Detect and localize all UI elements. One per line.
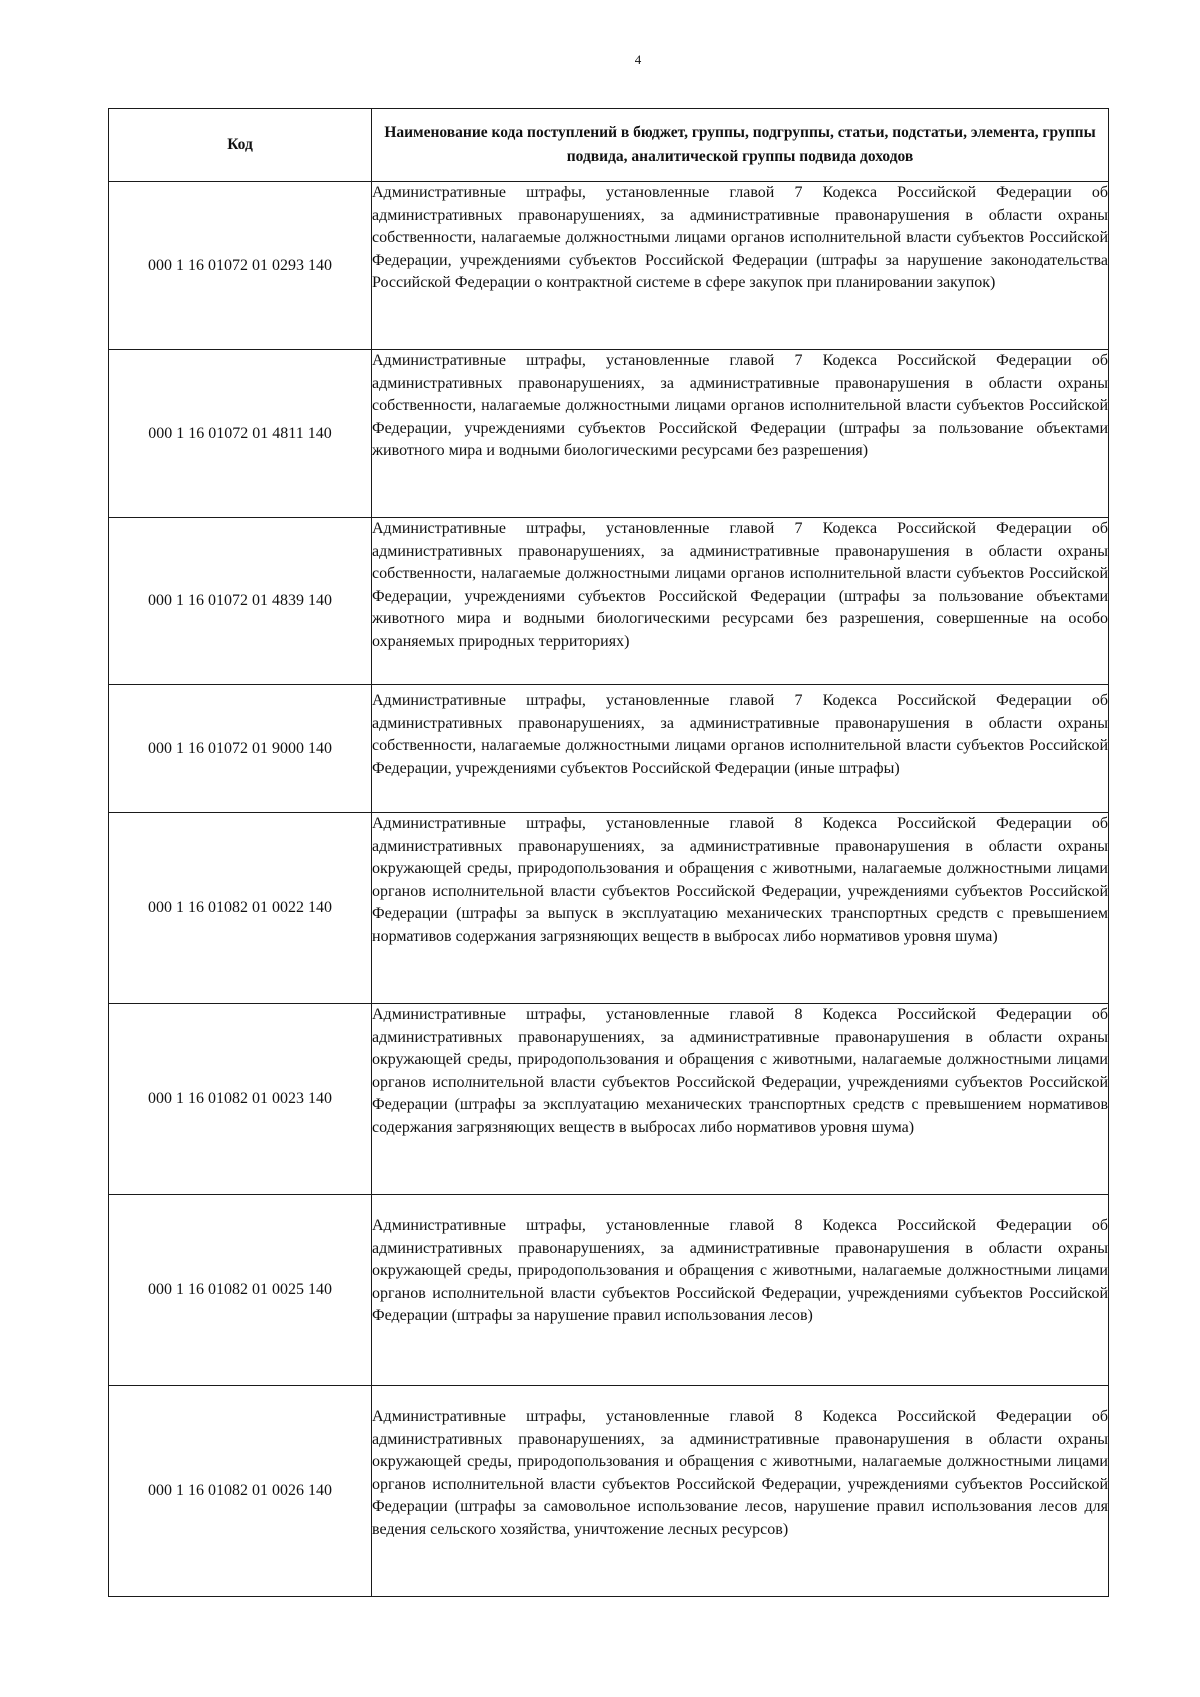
table-row <box>109 350 1109 518</box>
revenue-description-cell: Административные штрафы, установленные главой 7 Кодекса Российской Федерации об административных правонарушениях, за административные правонарушения в области охраны собственности, налагаемые должностными лицами органов исполнительной власти субъектов Российской Федерации, учреждениями субъектов Российской Федерации (иные штрафы) <box>372 685 1109 813</box>
header-code: Код <box>109 109 372 182</box>
revenue-code-cell: 000 1 16 01072 01 4839 140 <box>109 518 372 685</box>
revenue-description-cell: Административные штрафы, установленные главой 7 Кодекса Российской Федерации об административных правонарушениях, за административные правонарушения в области охраны собственности, налагаемые должностными лицами органов исполнительной власти субъектов Российской Федерации, учреждениями субъектов Российской Федерации (штрафы за пользование объектами животного мира и водными биологическими ресурсами без разрешения) <box>372 350 1109 518</box>
revenue-code-cell: 000 1 16 01072 01 9000 140 <box>109 685 372 813</box>
revenue-description-cell: Административные штрафы, установленные главой 8 Кодекса Российской Федерации об административных правонарушениях, за административные правонарушения в области охраны окружающей среды, природопользования и обращения с животными, налагаемые должностными лицами органов исполнительной власти субъектов Российской Федерации, учреждениями субъектов Российской Федерации (штрафы за эксплуатацию механических транспортных средств с превышением нормативов содержания загрязняющих веществ в выбросах либо нормативов уровня шума) <box>372 1004 1109 1195</box>
revenue-code-cell: 000 1 16 01072 01 0293 140 <box>109 182 372 350</box>
table-row <box>109 685 1109 813</box>
page-number: 4 <box>634 52 642 67</box>
table-row <box>109 1386 1109 1597</box>
table-row <box>109 1195 1109 1386</box>
table-row <box>109 182 1109 350</box>
revenue-description-cell: Административные штрафы, установленные главой 8 Кодекса Российской Федерации об административных правонарушениях, за административные правонарушения в области охраны окружающей среды, природопользования и обращения с животными, налагаемые должностными лицами органов исполнительной власти субъектов Российской Федерации, учреждениями субъектов Российской Федерации (штрафы за нарушение правил использования лесов) <box>372 1195 1109 1386</box>
table-row <box>109 518 1109 685</box>
revenue-description-cell: Административные штрафы, установленные главой 8 Кодекса Российской Федерации об административных правонарушениях, за административные правонарушения в области охраны окружающей среды, природопользования и обращения с животными, налагаемые должностными лицами органов исполнительной власти субъектов Российской Федерации, учреждениями субъектов Российской Федерации (штрафы за выпуск в эксплуатацию механических транспортных средств с превышением нормативов содержания загрязняющих веществ в выбросах либо нормативов уровня шума) <box>372 813 1109 1004</box>
table-header-row <box>109 109 1109 182</box>
revenue-codes-table <box>108 108 1109 1597</box>
revenue-code-cell: 000 1 16 01082 01 0025 140 <box>109 1195 372 1386</box>
revenue-code-cell: 000 1 16 01082 01 0026 140 <box>109 1386 372 1597</box>
revenue-description-cell: Административные штрафы, установленные главой 7 Кодекса Российской Федерации об административных правонарушениях, за административные правонарушения в области охраны собственности, налагаемые должностными лицами органов исполнительной власти субъектов Российской Федерации, учреждениями субъектов Российской Федерации (штрафы за пользование объектами животного мира и водными биологическими ресурсами без разрешения, совершенные на особо охраняемых природных территориях) <box>372 518 1109 685</box>
revenue-code-cell: 000 1 16 01082 01 0022 140 <box>109 813 372 1004</box>
table-row <box>109 813 1109 1004</box>
revenue-description-cell: Административные штрафы, установленные главой 7 Кодекса Российской Федерации об административных правонарушениях, за административные правонарушения в области охраны собственности, налагаемые должностными лицами органов исполнительной власти субъектов Российской Федерации, учреждениями субъектов Российской Федерации (штрафы за нарушение законодательства Российской Федерации о контрактной системе в сфере закупок при планировании закупок) <box>372 182 1109 350</box>
table-row <box>109 1004 1109 1195</box>
revenue-code-cell: 000 1 16 01072 01 4811 140 <box>109 350 372 518</box>
revenue-description-cell: Административные штрафы, установленные главой 8 Кодекса Российской Федерации об административных правонарушениях, за административные правонарушения в области охраны окружающей среды, природопользования и обращения с животными, налагаемые должностными лицами органов исполнительной власти субъектов Российской Федерации, учреждениями субъектов Российской Федерации (штрафы за самовольное использование лесов, нарушение правил использования лесов для ведения сельского хозяйства, уничтожение лесных ресурсов) <box>372 1386 1109 1597</box>
header-name: Наименование кода поступлений в бюджет, группы, подгруппы, статьи, подстатьи, элемента, группы подвида, аналитической группы подвида доходов <box>372 109 1109 182</box>
revenue-code-cell: 000 1 16 01082 01 0023 140 <box>109 1004 372 1195</box>
